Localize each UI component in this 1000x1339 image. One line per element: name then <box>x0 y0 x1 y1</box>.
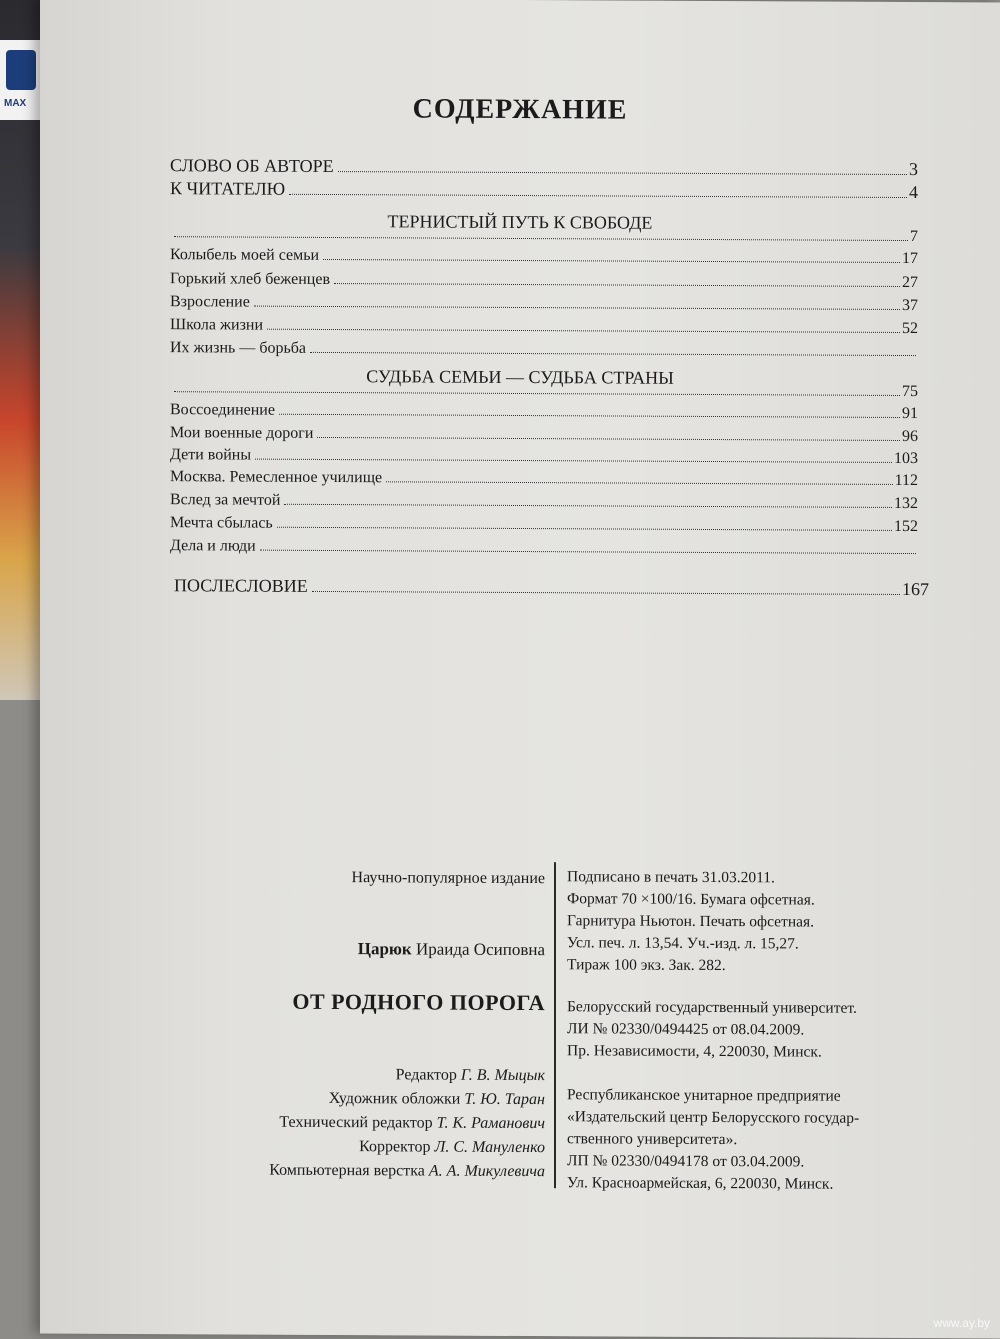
leader-dots <box>323 259 900 263</box>
printer-line: Республиканское унитарное предприятие <box>567 1086 841 1105</box>
printer-line: «Издательский центр Белорусского государ- <box>567 1108 860 1127</box>
toc-row <box>170 293 918 315</box>
leader-dots <box>310 352 916 356</box>
toc-row <box>170 446 918 468</box>
leader-dots <box>284 504 892 508</box>
credit-line <box>160 1062 545 1088</box>
toc-label: Взросление <box>170 293 250 311</box>
credit-line <box>160 1086 545 1112</box>
toc-page: 75 <box>902 383 918 401</box>
toc-row <box>170 270 918 292</box>
toc-page: 132 <box>894 494 918 513</box>
credit-role: Компьютерная верстка <box>269 1161 429 1180</box>
author-surname: Царюк <box>357 939 412 959</box>
toc-page: 152 <box>894 517 918 536</box>
toc-row-afterword <box>174 575 929 600</box>
column-divider <box>554 862 556 1188</box>
section-heading-2: СУДЬБА СЕМЬИ — СУДЬБА СТРАНЫ <box>366 366 674 388</box>
toc-label: Их жизнь — борьба <box>170 339 307 357</box>
toc-label: ПОСЛЕСЛОВИЕ <box>174 575 308 596</box>
toc-label: СЛОВО ОБ АВТОРЕ <box>170 155 334 177</box>
toc-label: Вслед за мечтой <box>170 491 281 509</box>
credit-role: Корректор <box>359 1138 435 1156</box>
credit-name: А. А. Микулевича <box>428 1162 545 1181</box>
credit-name: Т. Ю. Таран <box>464 1090 545 1109</box>
leader-dots <box>174 391 900 396</box>
credits-block <box>160 1062 545 1184</box>
toc-label: Дети войны <box>170 446 252 464</box>
publisher-line: Белорусский государственный университет. <box>567 998 857 1017</box>
publisher-info <box>567 996 967 1064</box>
leader-dots <box>386 481 892 485</box>
print-info-line: Тираж 100 экз. Зак. 282. <box>567 956 726 975</box>
toc-page: 91 <box>902 405 918 423</box>
toc-row <box>170 424 918 446</box>
toc-label: Горький хлеб беженцев <box>170 270 331 289</box>
toc-label: Школа жизни <box>170 316 264 334</box>
author-name <box>160 938 545 960</box>
toc-page: 4 <box>909 182 918 203</box>
book-title: ОТ РОДНОГО ПОРОГА <box>292 988 545 1016</box>
toc-row <box>170 514 918 536</box>
toc-page: 27 <box>902 274 918 292</box>
credit-line <box>160 1134 545 1160</box>
leader-dots <box>255 459 892 463</box>
publisher-line: Пр. Независимости, 4, 220030, Минск. <box>567 1042 822 1061</box>
leader-dots <box>267 329 900 333</box>
toc-row <box>170 316 918 338</box>
leader-dots <box>338 171 907 175</box>
credit-role: Технический редактор <box>279 1113 437 1132</box>
toc-label: Мечта сбылась <box>170 514 273 532</box>
print-info-line: Гарнитура Ньютон. Печать офсетная. <box>567 912 814 931</box>
section-heading-1-leader <box>170 224 918 246</box>
credit-name: Г. В. Мыцык <box>460 1066 545 1085</box>
edition-type: Научно-популярное издание <box>351 869 545 888</box>
toc-row <box>170 468 918 490</box>
toc-page: 112 <box>894 471 918 490</box>
author-given-names: Ираида Осиповна <box>411 939 545 960</box>
toc-label: Воссоединение <box>170 401 275 419</box>
printer-line: ственного университета». <box>567 1130 738 1149</box>
credit-role: Редактор <box>395 1066 461 1084</box>
toc-row <box>170 401 918 423</box>
toc-page: 7 <box>910 228 918 246</box>
watermark: www.ay.by <box>933 1316 990 1330</box>
leader-dots <box>289 194 907 198</box>
toc-page: 17 <box>902 250 918 268</box>
print-info <box>567 866 967 978</box>
toc-row <box>170 491 918 513</box>
print-info-line: Подписано в печать 31.03.2011. <box>567 868 775 887</box>
toc-label: Мои военные дороги <box>170 424 314 442</box>
printer-line: Ул. Красноармейская, 6, 220030, Минск. <box>567 1174 834 1193</box>
toc-label: К ЧИТАТЕЛЮ <box>170 178 286 199</box>
printer-line: ЛП № 02330/0494178 от 03.04.2009. <box>567 1152 805 1171</box>
toc-label: Дела и люди <box>170 537 256 555</box>
leader-dots <box>334 283 900 287</box>
toc-row <box>170 537 918 559</box>
leader-dots <box>254 306 900 310</box>
credit-name: Т. К. Раманович <box>436 1114 545 1133</box>
toc-page: 167 <box>902 579 929 600</box>
background-logo: MAX <box>0 40 46 120</box>
leader-dots <box>279 414 900 418</box>
credit-line <box>160 1110 545 1136</box>
toc-page: 103 <box>894 449 918 468</box>
toc-row-front-0 <box>170 155 918 180</box>
toc-page: 52 <box>902 320 918 338</box>
toc-label: Москва. Ремесленное училище <box>170 468 383 487</box>
leader-dots <box>312 591 900 595</box>
book-page <box>40 0 1000 1339</box>
print-info-line: Усл. печ. л. 13,54. Уч.-изд. л. 15,27. <box>567 934 799 953</box>
toc-row <box>170 246 918 268</box>
toc-page: 3 <box>909 159 918 180</box>
toc-page: 37 <box>902 297 918 315</box>
toc-label: Колыбель моей семьи <box>170 246 320 264</box>
section-heading-1: ТЕРНИСТЫЙ ПУТЬ К СВОБОДЕ <box>387 211 653 233</box>
toc-row <box>170 339 918 361</box>
publisher-line: ЛИ № 02330/0494425 от 08.04.2009. <box>567 1020 805 1039</box>
leader-dots <box>174 236 908 241</box>
credit-line <box>160 1158 545 1184</box>
print-info-line: Формат 70 ×100/16. Бумага офсетная. <box>567 890 815 909</box>
credit-name: Л. С. Мануленко <box>434 1138 545 1157</box>
leader-dots <box>277 527 892 531</box>
leader-dots <box>260 550 916 554</box>
toc-row-front-1 <box>170 178 918 203</box>
credit-role: Художник обложки <box>328 1089 465 1108</box>
toc-page: 96 <box>902 428 918 446</box>
toc-title: СОДЕРЖАНИЕ <box>412 93 628 126</box>
printer-info <box>567 1084 967 1196</box>
leader-dots <box>317 437 900 441</box>
section-heading-2-leader <box>170 379 918 401</box>
